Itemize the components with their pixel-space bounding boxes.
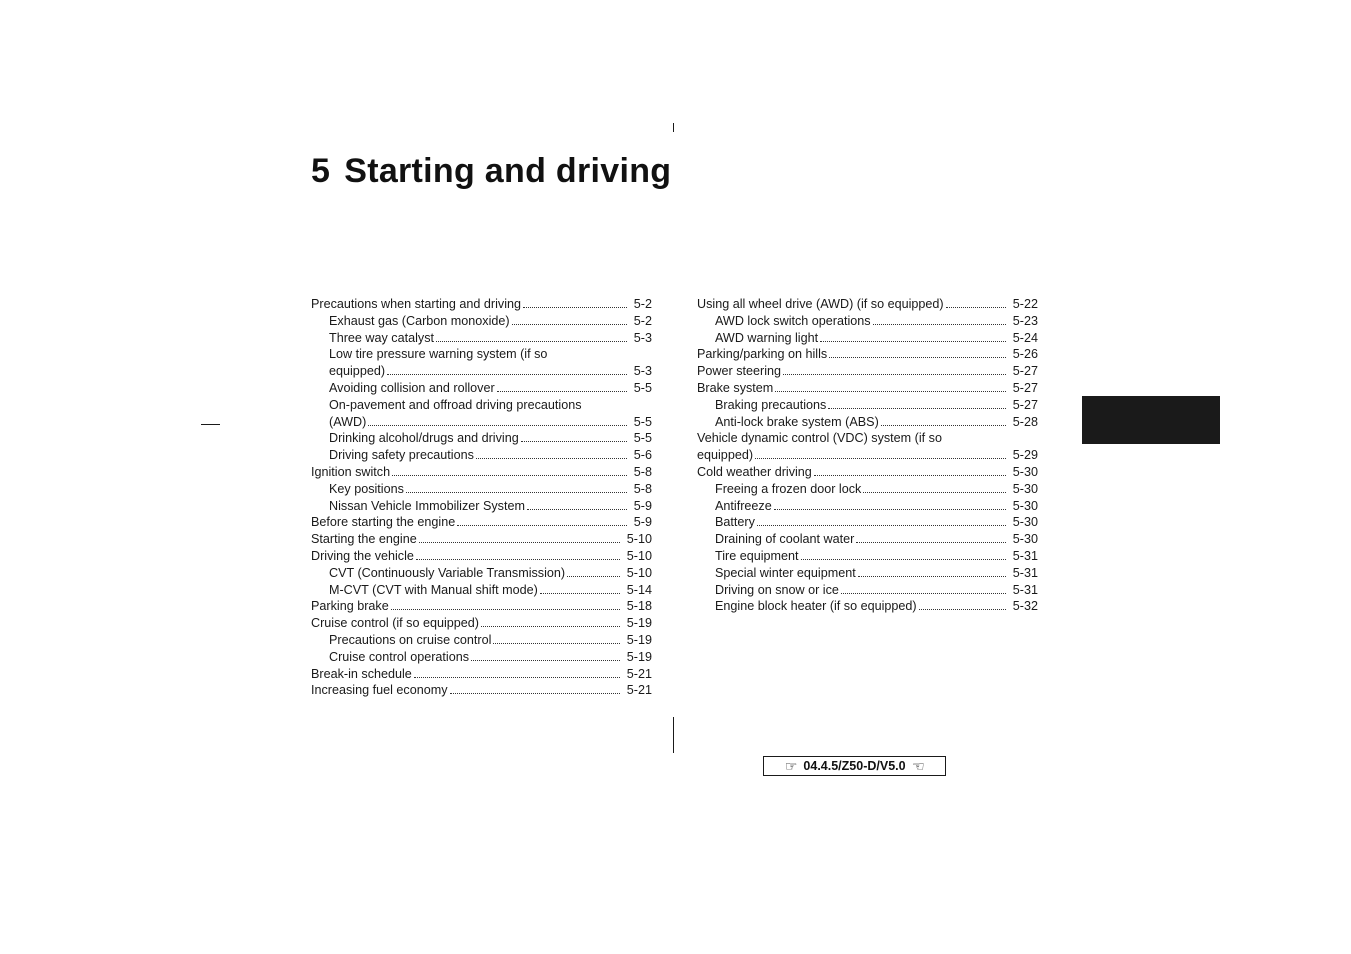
toc-entry[interactable] (311, 296, 652, 313)
toc-entry-label: CVT (Continuously Variable Transmission) (329, 565, 566, 580)
toc-entry-label: (AWD) (329, 414, 367, 429)
toc-entry[interactable] (697, 481, 1038, 498)
toc-dot-leader (757, 525, 1006, 526)
toc-entry[interactable] (311, 313, 652, 330)
toc-entry[interactable] (311, 666, 652, 683)
toc-entry[interactable] (697, 514, 1038, 531)
toc-dot-leader (493, 643, 619, 644)
toc-dot-leader (828, 408, 1005, 409)
toc-entry-label: Low tire pressure warning system (if so (329, 347, 548, 362)
toc-entry-label: Cruise control (if so equipped) (311, 616, 479, 631)
toc-dot-leader (406, 492, 627, 493)
toc-entry[interactable] (311, 346, 652, 363)
toc-entry-page: 5-10 (626, 565, 652, 580)
toc-dot-leader (457, 525, 627, 526)
toc-entry-page: 5-30 (1012, 515, 1038, 530)
toc-entry-label: AWD lock switch operations (715, 313, 871, 328)
toc-dot-leader (471, 660, 620, 661)
toc-entry-label: Draining of coolant water (715, 532, 855, 547)
toc-entry-page: 5-30 (1012, 498, 1038, 513)
toc-dot-leader (368, 425, 626, 426)
toc-entry-label: Avoiding collision and rollover (329, 380, 495, 395)
toc-entry-label: Driving on snow or ice (715, 582, 839, 597)
toc-entry[interactable] (697, 363, 1038, 380)
toc-entry-label: Key positions (329, 481, 404, 496)
toc-entry[interactable] (311, 481, 652, 498)
toc-entry[interactable] (311, 514, 652, 531)
toc-entry-label: Precautions when starting and driving (311, 297, 522, 311)
toc-entry-label: Before starting the engine (311, 515, 456, 530)
toc-entry[interactable] (311, 682, 652, 699)
toc-dot-leader (523, 307, 627, 308)
toc-entry-label: Precautions on cruise control (329, 632, 492, 647)
toc-entry-label: Braking precautions (715, 397, 827, 412)
toc-entry-label: Ignition switch (311, 464, 391, 479)
toc-entry-page: 5-2 (633, 313, 652, 328)
toc-entry[interactable] (697, 582, 1038, 599)
toc-entry-label: Tire equipment (715, 548, 799, 563)
toc-entry-label: Starting the engine (311, 532, 417, 547)
toc-entry-label: Vehicle dynamic control (VDC) system (if so (697, 431, 942, 446)
toc-entry-label: Driving the vehicle (311, 548, 414, 563)
toc-dot-leader (476, 458, 627, 459)
toc-entry[interactable] (311, 649, 652, 666)
toc-right-column (697, 296, 1038, 615)
toc-dot-leader (946, 307, 1006, 308)
toc-entry-label: Power steering (697, 364, 781, 379)
toc-entry[interactable] (311, 531, 652, 548)
toc-dot-leader (414, 677, 620, 678)
toc-entry-label: Antifreeze (715, 498, 772, 513)
pointing-hand-right-icon: ☞ (784, 758, 798, 774)
crop-mark-left (201, 424, 220, 425)
chapter-title (311, 152, 671, 191)
toc-dot-leader (527, 509, 627, 510)
toc-dot-leader (856, 542, 1005, 543)
chapter-title-text: Starting and driving (344, 152, 672, 190)
toc-entry-page: 5-30 (1012, 481, 1038, 496)
toc-entry[interactable] (311, 414, 652, 431)
crop-mark-top (673, 123, 674, 132)
toc-entry-label: Brake system (697, 380, 774, 395)
toc-entry[interactable] (697, 531, 1038, 548)
toc-entry-page: 5-24 (1012, 330, 1038, 345)
toc-entry[interactable] (697, 464, 1038, 481)
toc-entry-page: 5-21 (626, 666, 652, 681)
chapter-side-tab (1082, 396, 1220, 444)
toc-entry-page: 5-22 (1012, 297, 1038, 311)
toc-entry-page: 5-18 (626, 599, 652, 614)
toc-entry-label: Special winter equipment (715, 565, 856, 580)
toc-entry-page: 5-31 (1012, 565, 1038, 580)
toc-entry-page: 5-8 (633, 481, 652, 496)
toc-entry-label: Exhaust gas (Carbon monoxide) (329, 313, 510, 328)
toc-dot-leader (774, 509, 1006, 510)
toc-entry[interactable] (311, 582, 652, 599)
toc-dot-leader (775, 391, 1005, 392)
toc-entry[interactable] (697, 313, 1038, 330)
toc-entry-page: 5-29 (1012, 448, 1038, 463)
toc-entry[interactable] (311, 464, 652, 481)
toc-entry-page: 5-10 (626, 548, 652, 563)
toc-entry-page: 5-10 (626, 532, 652, 547)
toc-entry[interactable] (697, 346, 1038, 363)
toc-dot-leader (873, 324, 1006, 325)
toc-entry-page: 5-14 (626, 582, 652, 597)
toc-entry-label: equipped) (329, 364, 386, 379)
toc-entry-label: Parking/parking on hills (697, 347, 828, 362)
toc-dot-leader (391, 609, 620, 610)
toc-dot-leader (801, 559, 1006, 560)
toc-dot-leader (481, 626, 620, 627)
toc-entry-page: 5-3 (633, 330, 652, 345)
toc-entry-page: 5-8 (633, 464, 652, 479)
toc-dot-leader (450, 693, 620, 694)
toc-dot-leader (858, 576, 1006, 577)
version-code: 04.4.5/Z50-D/V5.0 (803, 759, 906, 773)
toc-entry[interactable] (697, 296, 1038, 313)
toc-entry-page: 5-3 (633, 364, 652, 379)
toc-entry-page: 5-23 (1012, 313, 1038, 328)
toc-entry-label: Three way catalyst (329, 330, 434, 345)
toc-dot-leader (881, 425, 1006, 426)
toc-entry-page: 5-5 (633, 414, 652, 429)
toc-entry-page: 5-32 (1012, 599, 1038, 614)
toc-entry-page: 5-21 (626, 683, 652, 698)
toc-entry[interactable] (311, 363, 652, 380)
crop-mark-bottom (673, 717, 674, 753)
toc-entry[interactable] (697, 565, 1038, 582)
toc-entry-page: 5-9 (633, 515, 652, 530)
toc-dot-leader (567, 576, 620, 577)
toc-entry-page: 5-31 (1012, 548, 1038, 563)
toc-dot-leader (841, 593, 1006, 594)
toc-entry-page: 5-6 (633, 448, 652, 463)
toc-entry-page: 5-26 (1012, 347, 1038, 362)
toc-entry[interactable] (311, 380, 652, 397)
toc-entry[interactable] (311, 498, 652, 515)
toc-dot-leader (755, 458, 1006, 459)
toc-entry-page: 5-27 (1012, 380, 1038, 395)
toc-entry-label: equipped) (697, 448, 754, 463)
toc-dot-leader (419, 542, 620, 543)
toc-entry-label: AWD warning light (715, 330, 819, 345)
toc-entry[interactable] (697, 414, 1038, 431)
toc-entry-label: On-pavement and offroad driving precautions (329, 397, 582, 412)
toc-entry-label: Nissan Vehicle Immobilizer System (329, 498, 525, 513)
toc-dot-leader (387, 374, 627, 375)
toc-entry-page: 5-27 (1012, 397, 1038, 412)
toc-entry[interactable] (311, 598, 652, 615)
toc-entry-label: Driving safety precautions (329, 448, 474, 463)
toc-entry[interactable] (697, 548, 1038, 565)
toc-entry[interactable] (697, 447, 1038, 464)
pointing-hand-left-icon: ☞ (911, 758, 925, 774)
toc-entry-label: Anti-lock brake system (ABS) (715, 414, 879, 429)
toc-entry[interactable] (311, 632, 652, 649)
toc-entry[interactable] (311, 565, 652, 582)
toc-entry-page: 5-30 (1012, 464, 1038, 479)
toc-entry[interactable] (697, 397, 1038, 414)
version-box (763, 756, 946, 776)
toc-entry-page: 5-5 (633, 431, 652, 446)
toc-dot-leader (521, 441, 627, 442)
toc-entry[interactable] (697, 430, 1038, 447)
toc-entry-page: 5-19 (626, 649, 652, 664)
toc-entry[interactable] (311, 330, 652, 347)
toc-entry-page: 5-5 (633, 380, 652, 395)
toc-dot-leader (829, 357, 1006, 358)
toc-entry-page: 5-28 (1012, 414, 1038, 429)
toc-entry[interactable] (311, 447, 652, 464)
toc-dot-leader (919, 609, 1006, 610)
toc-dot-leader (540, 593, 620, 594)
toc-entry[interactable] (697, 598, 1038, 615)
toc-entry-label: Cold weather driving (697, 464, 812, 479)
toc-entry-label: Using all wheel drive (AWD) (if so equipped) (697, 297, 944, 311)
toc-entry-label: Break-in schedule (311, 666, 412, 681)
toc-entry-page: 5-30 (1012, 532, 1038, 547)
toc-entry-page: 5-27 (1012, 364, 1038, 379)
toc-entry[interactable] (697, 330, 1038, 347)
toc-entry-label: Increasing fuel economy (311, 683, 448, 698)
toc-dot-leader (512, 324, 627, 325)
toc-dot-leader (392, 475, 627, 476)
toc-entry-page: 5-19 (626, 632, 652, 647)
toc-dot-leader (814, 475, 1006, 476)
toc-entry[interactable] (697, 498, 1038, 515)
toc-entry[interactable] (311, 548, 652, 565)
toc-entry-page: 5-9 (633, 498, 652, 513)
toc-entry-label: Battery (715, 515, 755, 530)
toc-entry-label: Freeing a frozen door lock (715, 481, 862, 496)
toc-dot-leader (416, 559, 620, 560)
toc-entry-page: 5-19 (626, 616, 652, 631)
toc-dot-leader (863, 492, 1005, 493)
toc-entry[interactable] (311, 615, 652, 632)
toc-left-column (311, 296, 652, 699)
toc-dot-leader (497, 391, 627, 392)
toc-entry-label: Engine block heater (if so equipped) (715, 599, 917, 614)
toc-entry-label: Parking brake (311, 599, 389, 614)
toc-entry[interactable] (697, 380, 1038, 397)
toc-entry-label: Cruise control operations (329, 649, 470, 664)
toc-dot-leader (820, 341, 1006, 342)
toc-entry-label: M-CVT (CVT with Manual shift mode) (329, 582, 538, 597)
toc-entry-page: 5-2 (633, 297, 652, 311)
chapter-number: 5 (311, 152, 331, 190)
toc-entry-label: Drinking alcohol/drugs and driving (329, 431, 519, 446)
toc-entry[interactable] (311, 397, 652, 414)
toc-dot-leader (783, 374, 1006, 375)
toc-entry[interactable] (311, 430, 652, 447)
toc-entry-page: 5-31 (1012, 582, 1038, 597)
toc-dot-leader (436, 341, 627, 342)
